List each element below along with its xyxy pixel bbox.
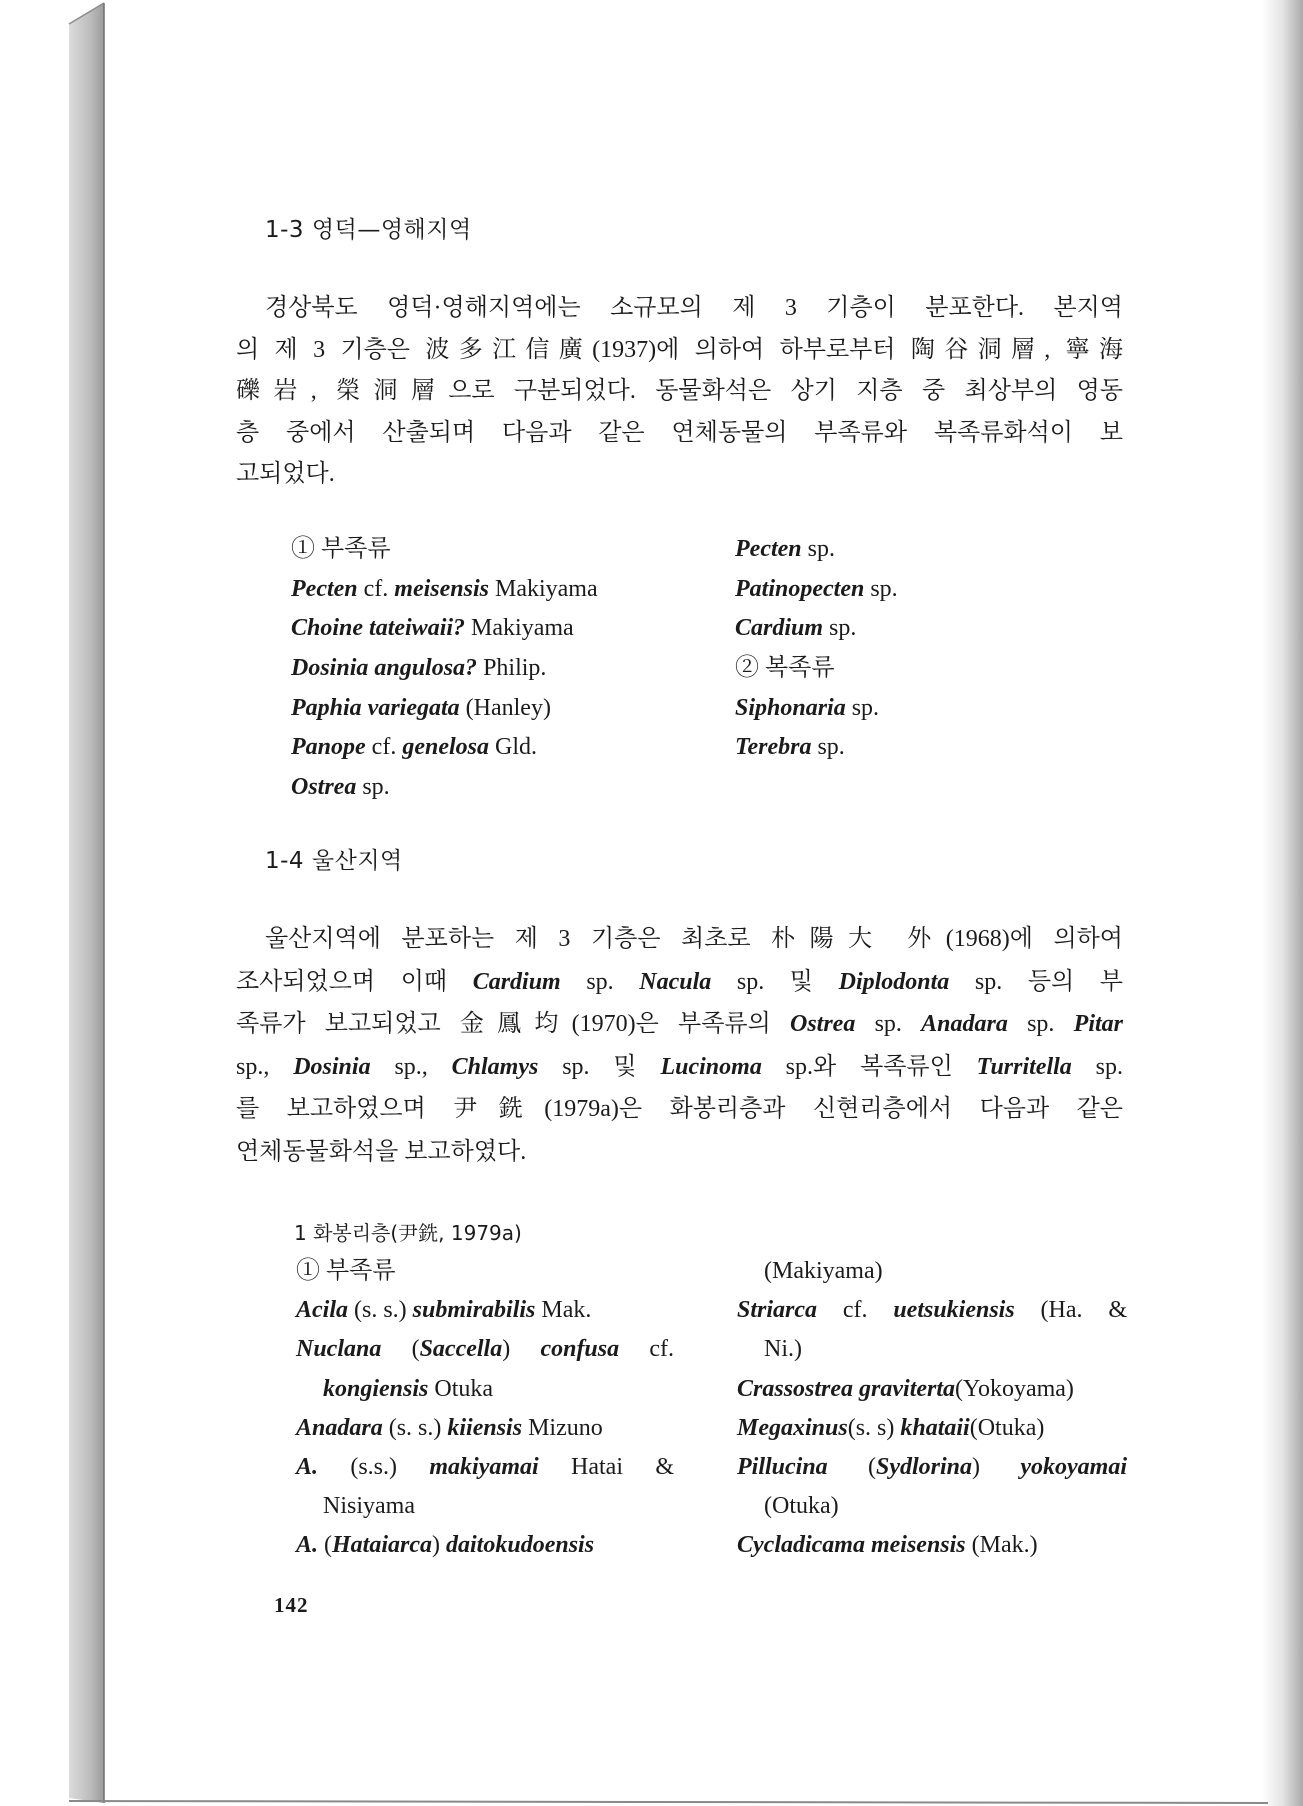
text-run: cf. [817,1297,894,1324]
text-run: (s. s.) [348,1297,413,1324]
text-run: sp. 등의 부 [949,968,1123,995]
taxon-name: khataii [900,1414,970,1441]
text-run: 울산지역에 분포하는 제 3 기층은 최초로 朴陽大 外(1968)에 의하여 [265,926,1123,952]
paragraph-line [236,961,1123,1004]
right-edge-shadow [1262,0,1303,1806]
taxon-name: meisensis [394,575,489,602]
taxon-name: Cardium [735,615,824,642]
list-line [737,1330,1127,1369]
list-line [291,609,671,649]
text-run: cf. [357,575,395,602]
section-heading-1-4: 1-4 울산지역 [265,848,403,874]
taxon-name: daitokudoensis [446,1532,595,1559]
taxon-name: uetsukiensis [893,1297,1015,1324]
text-run: Mak. [535,1297,592,1324]
taxon-name: Pitar [1073,1011,1124,1038]
text-run: ) [502,1336,541,1363]
list-line [291,530,671,570]
list-line [737,1448,1127,1487]
taxon-name: Nacula [639,968,712,995]
section-heading-1-3: 1-3 영덕—영해지역 [265,217,472,243]
fossil-list-1-4-right [737,1252,1127,1566]
text-run: 를 보고하였으며 尹銑(1979a)은 화봉리층과 신현리층에서 다음과 같은 [236,1096,1123,1123]
text-run: Gld. [489,734,537,761]
taxon-name: Acila [296,1297,348,1324]
taxon-name: yokoyamai [1020,1453,1127,1480]
paragraph-line [236,413,1123,455]
text-run: (s. s) [847,1414,901,1441]
taxon-name: A. [296,1453,319,1480]
list-line [296,1409,674,1448]
text-run: (Makiyama) [764,1258,883,1284]
taxon-name: Cardium [472,968,561,995]
list-line [737,1526,1127,1565]
list-line [296,1291,674,1330]
taxon-name: Crassostrea graviterta [737,1375,956,1402]
list-line [735,570,1125,610]
text-run: sp. 및 [538,1053,661,1080]
paragraph-line [236,918,1123,961]
list-line [737,1370,1127,1409]
taxon-name: Diplodonta [838,968,950,995]
list-line [291,728,671,768]
text-run: 연체동물화석을 보고하였다. [236,1138,527,1165]
text-run: (s. s.) [382,1414,448,1441]
text-run: (Mak.) [965,1532,1038,1559]
list-line [735,649,1125,689]
text-run: (Otuka) [764,1493,839,1520]
fossil-list-1-4-left [296,1252,674,1566]
text-run: Hatai & [538,1453,674,1480]
text-run: sp., [236,1053,294,1080]
text-run: Nisiyama [323,1493,415,1520]
text-run: (Ha. & [1014,1297,1127,1324]
text-run: ) [972,1453,1021,1480]
text-run: cf. [619,1336,674,1363]
text-run: sp.와 복족류인 [761,1053,977,1080]
taxon-name: kongiensis [323,1375,429,1402]
text-run: ② 복족류 [735,655,835,682]
list-line [296,1526,674,1565]
text-run: Makiyama [465,615,574,642]
taxon-name: Dosinia angulosa? [291,655,478,682]
taxon-name: Paphia variegata [291,694,460,721]
paragraph-1-3 [236,288,1123,496]
text-run: ① 부족류 [296,1258,396,1284]
taxon-name: Saccella [419,1336,503,1363]
list-line [737,1291,1127,1330]
list-line [296,1252,674,1291]
taxon-name: makiyamai [429,1453,539,1480]
list-line [291,570,671,610]
paragraph-1-4 [236,918,1123,1174]
taxon-name: Anadara [921,1011,1008,1038]
text-run: (Hanley) [459,694,551,721]
text-run: sp. [1007,1011,1074,1038]
paragraph-line [236,330,1123,372]
taxon-name: Ostrea [790,1011,856,1038]
text-run: 礫岩, 榮洞層으로 구분되었다. 동물화석은 상기 지층 중 최상부의 영동 [236,378,1123,404]
text-run: 의 제 3 기층은 波多江信廣(1937)에 의하여 하부로부터 陶谷洞層, 寧海 [236,336,1123,363]
taxon-name: submirabilis [412,1297,536,1324]
taxon-name: Lucinoma [660,1053,762,1080]
taxon-name: confusa [540,1336,620,1363]
taxon-name: Anadara [296,1414,383,1441]
taxon-name: kiiensis [447,1414,523,1441]
text-run: (Yokoyama) [955,1375,1074,1402]
taxon-name: Striarca [737,1297,818,1324]
taxon-name: Turritella [976,1053,1072,1080]
text-run: ( [318,1532,333,1559]
taxon-name: Pillucina [737,1453,828,1480]
taxon-name: Hataiarca [332,1532,433,1559]
text-run: sp. [855,1011,922,1038]
list-line [296,1487,674,1526]
list-line [291,768,671,808]
text-run: Philip. [477,655,547,682]
text-run: sp. [1071,1053,1124,1080]
list-line [737,1252,1127,1291]
text-run: ( [827,1453,876,1480]
taxon-name: Ostrea [291,774,357,801]
taxon-name: genelosa [402,734,489,761]
paragraph-line [236,454,1123,496]
text-run: sp. [811,734,845,761]
paragraph-line [236,371,1123,413]
taxon-name: A. [296,1532,319,1559]
paragraph-line [236,1046,1123,1089]
text-run: ) [432,1532,447,1559]
taxon-name: Patinopecten [735,575,865,602]
list-line [737,1409,1127,1448]
list-line [735,530,1125,570]
taxon-name: Sydlorina [876,1453,973,1480]
taxon-name: Nuclana [296,1336,382,1363]
taxon-name: Cycladicama meisensis [737,1532,966,1559]
text-run: 조사되었으며 이때 [236,968,473,995]
text-run: (s.s.) [318,1453,430,1480]
taxon-name: Megaxinus [737,1414,848,1441]
list-line [291,649,671,689]
fossil-list-1-3-left [291,530,671,808]
paragraph-line [236,1003,1123,1046]
text-run: sp. [845,694,880,721]
text-run: sp. [356,774,390,801]
taxon-name: Panope [291,734,366,761]
fossil-list-1-3-right [735,530,1125,768]
text-run: 고되었다. [236,461,335,487]
taxon-name: Dosinia [293,1053,371,1080]
taxon-name: Chlamys [451,1053,539,1080]
text-run: Ni.) [764,1336,802,1363]
text-run: cf. [365,734,403,761]
text-run: ① 부족류 [291,536,391,562]
paragraph-line [236,288,1123,330]
paragraph-line [236,1088,1123,1131]
text-run: sp., [370,1053,452,1080]
list-line [296,1370,674,1409]
text-run: 층 중에서 산출되며 다음과 같은 연체동물의 부족류와 복족류화석이 보 [236,419,1123,446]
taxon-name: Pecten [735,536,802,562]
text-run: (Otuka) [969,1414,1045,1441]
taxon-name: Siphonaria [735,694,846,721]
list-line [735,728,1125,768]
text-run: sp. [864,575,898,602]
page-number: 142 [274,1593,309,1617]
text-run: sp. 및 [711,968,839,995]
list-line [296,1448,674,1487]
text-run: Mizuno [522,1414,603,1441]
text-run: Otuka [428,1375,494,1402]
text-run: 경상북도 영덕·영해지역에는 소규모의 제 3 기층이 분포한다. 본지역 [265,295,1123,321]
list-line [735,609,1125,649]
list-line [291,689,671,729]
list-line [296,1330,674,1369]
text-run: 족류가 보고되었고 金鳳均(1970)은 부족류의 [236,1011,790,1038]
text-run: ( [381,1336,420,1363]
book-spine [69,3,104,1803]
list-line [737,1487,1127,1526]
taxon-name: Terebra [735,734,812,761]
text-run: Makiyama [488,575,598,602]
text-run: sp. [560,968,640,995]
taxon-name: Pecten [291,575,358,602]
paragraph-line [236,1131,1123,1174]
text-run: sp. [823,615,857,642]
taxon-name: Choine tateiwaii? [291,615,466,642]
list-line [735,689,1125,729]
page-bottom-edge-line [69,1801,1268,1803]
subsection-heading: 1 화봉리층(尹銑, 1979a) [294,1221,522,1245]
text-run: sp. [801,536,835,562]
